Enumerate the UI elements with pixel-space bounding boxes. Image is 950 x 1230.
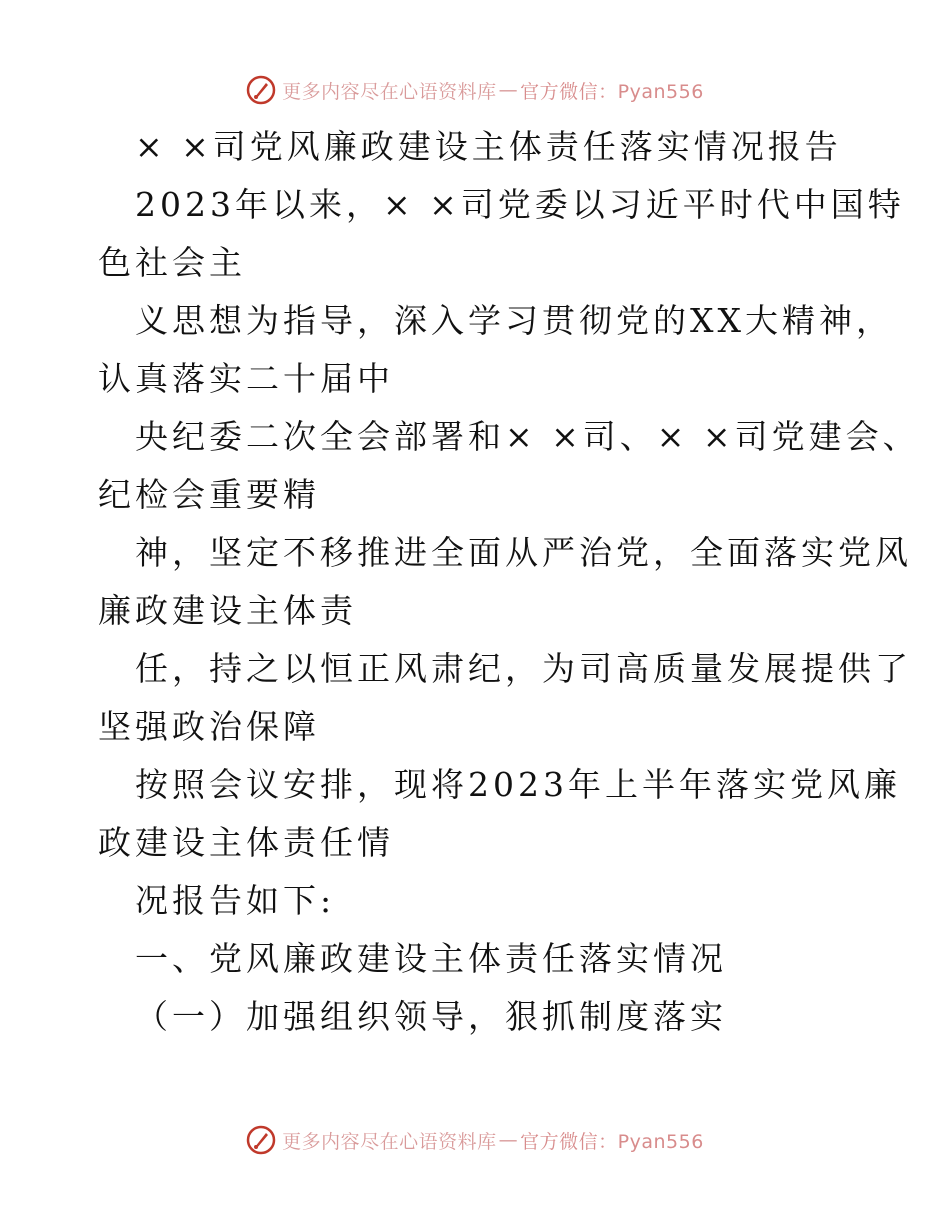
- watermark-text: 更多内容尽在心语资料库: [282, 80, 497, 103]
- paragraph-line: 义思想为指导，深入学习贯彻党的XX大精神，: [135, 301, 893, 340]
- paragraph-line: 央纪委二次全会部署和× ×司、× ×司党建会、: [135, 417, 920, 456]
- subsection-heading: （一）加强组织领导，狠抓制度落实: [135, 997, 727, 1036]
- paragraph-line: 坚强政治保障: [98, 707, 320, 746]
- paragraph-line: 任，持之以恒正风肃纪，为司高质量发展提供了: [135, 649, 912, 688]
- header-watermark: [0, 70, 950, 110]
- paragraph-line: 神，坚定不移推进全面从严治党，全面落实党风: [135, 533, 912, 572]
- document-body: [98, 118, 920, 1046]
- paragraph-line: 认真落实二十届中: [98, 359, 394, 398]
- paragraph-line: 2023年以来，× ×司党委以习近平时代中国特: [135, 185, 905, 224]
- document-title: × ×司党风廉政建设主体责任落实情况报告: [135, 127, 842, 166]
- footer-watermark: [0, 1120, 950, 1160]
- watermark-separator: —: [498, 1129, 519, 1151]
- section-heading: 一、党风廉政建设主体责任落实情况: [135, 939, 727, 978]
- paragraph-line: 色社会主: [98, 243, 246, 282]
- watermark-suffix: 官方微信：Pyan556: [520, 1130, 704, 1153]
- paragraph-line: 按照会议安排，现将2023年上半年落实党风廉: [135, 765, 901, 804]
- paragraph-line: 况报告如下:: [135, 881, 336, 920]
- paragraph-line: 政建设主体责任情: [98, 823, 394, 862]
- quill-logo-icon: [246, 75, 276, 105]
- watermark-text: 更多内容尽在心语资料库: [282, 1130, 497, 1153]
- watermark-suffix: 官方微信：Pyan556: [520, 80, 704, 103]
- watermark-separator: —: [498, 79, 519, 101]
- paragraph-line: 廉政建设主体责: [98, 591, 357, 630]
- quill-logo-icon: [246, 1125, 276, 1155]
- paragraph-line: 纪检会重要精: [98, 475, 320, 514]
